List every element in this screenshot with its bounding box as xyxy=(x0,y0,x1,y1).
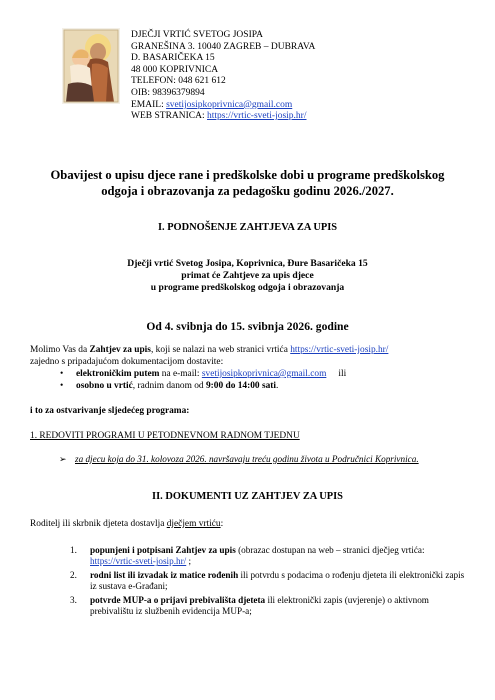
period-text: . xyxy=(276,380,279,391)
section-1-heading: I. PODNOŠENJE ZAHTJEVA ZA UPIS xyxy=(157,222,338,233)
doc-1-bold: popunjeni i potpisani Zahtjev za upis xyxy=(90,545,236,555)
item-number: 1. xyxy=(70,545,77,555)
intro-bold-request: Zahtjev za upis xyxy=(89,345,151,355)
doc-2-text: ili potvrdu s podacima o rođenju djeteta ili elektronički zapis iz sustava e-Građani; xyxy=(90,569,465,592)
program-item-text: 1. REDOVITI PROGRAMI U PETODNEVNOM RADNOM TJEDNU xyxy=(30,431,300,441)
intro-text-3: zajedno s pripadajućom dokumentacijom dostavite: xyxy=(30,356,224,367)
list-item xyxy=(58,381,346,393)
intro-web-link[interactable]: https://vrtic-sveti-josip.hr/ xyxy=(290,345,389,355)
item-number: 3. xyxy=(70,594,77,605)
org-phone: TELEFON: 048 621 612 xyxy=(131,76,226,87)
org-oib: OIB: 98396379894 xyxy=(131,87,205,98)
receiving-institution-block xyxy=(60,258,435,295)
receiving-line: primat će Zahtjeve za upis djece xyxy=(181,270,314,282)
bullet-icon: • xyxy=(60,369,64,379)
org-postal-city: 48 000 KOPRIVNICA xyxy=(131,64,219,75)
bullet-icon: • xyxy=(60,380,64,391)
office-hours: 9:00 do 14:00 sati xyxy=(205,380,277,391)
program-note xyxy=(59,454,465,466)
list-item xyxy=(70,570,470,593)
intro-paragraph xyxy=(30,345,470,368)
arrow-bullet-icon: ➢ xyxy=(59,454,67,464)
org-email-line xyxy=(131,100,315,112)
web-label: WEB STRANICA: xyxy=(131,111,207,122)
docs-intro-colon: : xyxy=(220,519,224,529)
doc-1-text: (obrazac dostupan na web – stranici dječjeg vrtića: xyxy=(235,545,425,555)
intro-text-1: Molimo Vas da xyxy=(30,345,90,355)
enrollment-dates: Od 4. svibnja do 15. svibnja 2026. godine xyxy=(146,320,349,333)
program-note-text: za djecu koja do 31. kolovoza 2026. navršavaju treću godinu života u Područnici Koprivnica. xyxy=(75,454,419,464)
org-address-main: GRANEŠINA 3. 10040 ZAGREB – DUBRAVA xyxy=(131,41,316,52)
doc-3-text: ili elektronički zapis (uvjerenje) o aktivnom prebivalištu iz službenih evidencija MUP-a; xyxy=(90,594,429,617)
email-label: EMAIL: xyxy=(131,99,167,110)
method-in-person: osobno u vrtić xyxy=(76,380,133,391)
item-number: 2. xyxy=(70,569,77,580)
docs-intro xyxy=(30,519,470,531)
email-link[interactable]: svetijosipkoprivnica@gmail.com xyxy=(166,99,293,110)
list-item xyxy=(70,595,470,618)
docs-intro-underlined: dječjem vrtiću xyxy=(166,519,221,529)
docs-intro-text: Roditelj ili skrbnik djeteta dostavlja xyxy=(30,519,167,529)
required-documents-list xyxy=(70,545,470,619)
doc-1-link[interactable]: https://vrtic-sveti-josip.hr/ xyxy=(90,556,187,567)
section-2-heading: II. DOKUMENTI UZ ZAHTJEV ZA UPIS xyxy=(152,491,343,502)
doc-2-bold: rodni list ili izvadak iz matice rođenih xyxy=(90,569,239,580)
doc-3-bold: potvrde MUP-a o prijavi prebivališta djeteta xyxy=(90,594,266,605)
org-name: DJEČJI VRTIĆ SVETOG JOSIPA xyxy=(131,30,264,40)
method-in-person-text: , radnim danom od xyxy=(132,380,206,391)
intro-text-2: , koji se nalazi na web stranici vrtića xyxy=(150,345,291,355)
org-address-branch: D. BASARIČEKA 15 xyxy=(131,53,215,64)
submission-email-link[interactable]: svetijosipkoprivnica@gmail.com xyxy=(201,369,327,379)
document-title: Obavijest o upisu djece rane i predškolske dobi u programe predškolskog odgoja i obrazovanja za pedagošku godinu 2026./2027. xyxy=(50,168,445,198)
letterhead xyxy=(131,30,315,123)
web-link[interactable]: https://vrtic-sveti-josip.hr/ xyxy=(207,111,307,122)
method-electronic-text: na e-mail: xyxy=(159,369,202,379)
list-item xyxy=(70,545,470,568)
list-item xyxy=(58,369,346,381)
or-text: ili xyxy=(338,369,347,379)
method-electronic: elektroničkim putem xyxy=(76,369,160,379)
doc-1-tail: ; xyxy=(186,556,192,567)
institution-line: Dječji vrtić Svetog Josipa, Koprivnica, Đure Basaričeka 15 xyxy=(127,258,368,269)
program-item xyxy=(30,431,470,443)
org-web-line xyxy=(131,111,315,123)
program-heading: i to za ostvarivanje sljedećeg programa: xyxy=(30,406,190,416)
submission-methods-list xyxy=(58,369,346,393)
kindergarten-logo-image xyxy=(62,28,120,104)
programs-line: u programe predškolskog odgoja i obrazovanja xyxy=(150,282,345,294)
